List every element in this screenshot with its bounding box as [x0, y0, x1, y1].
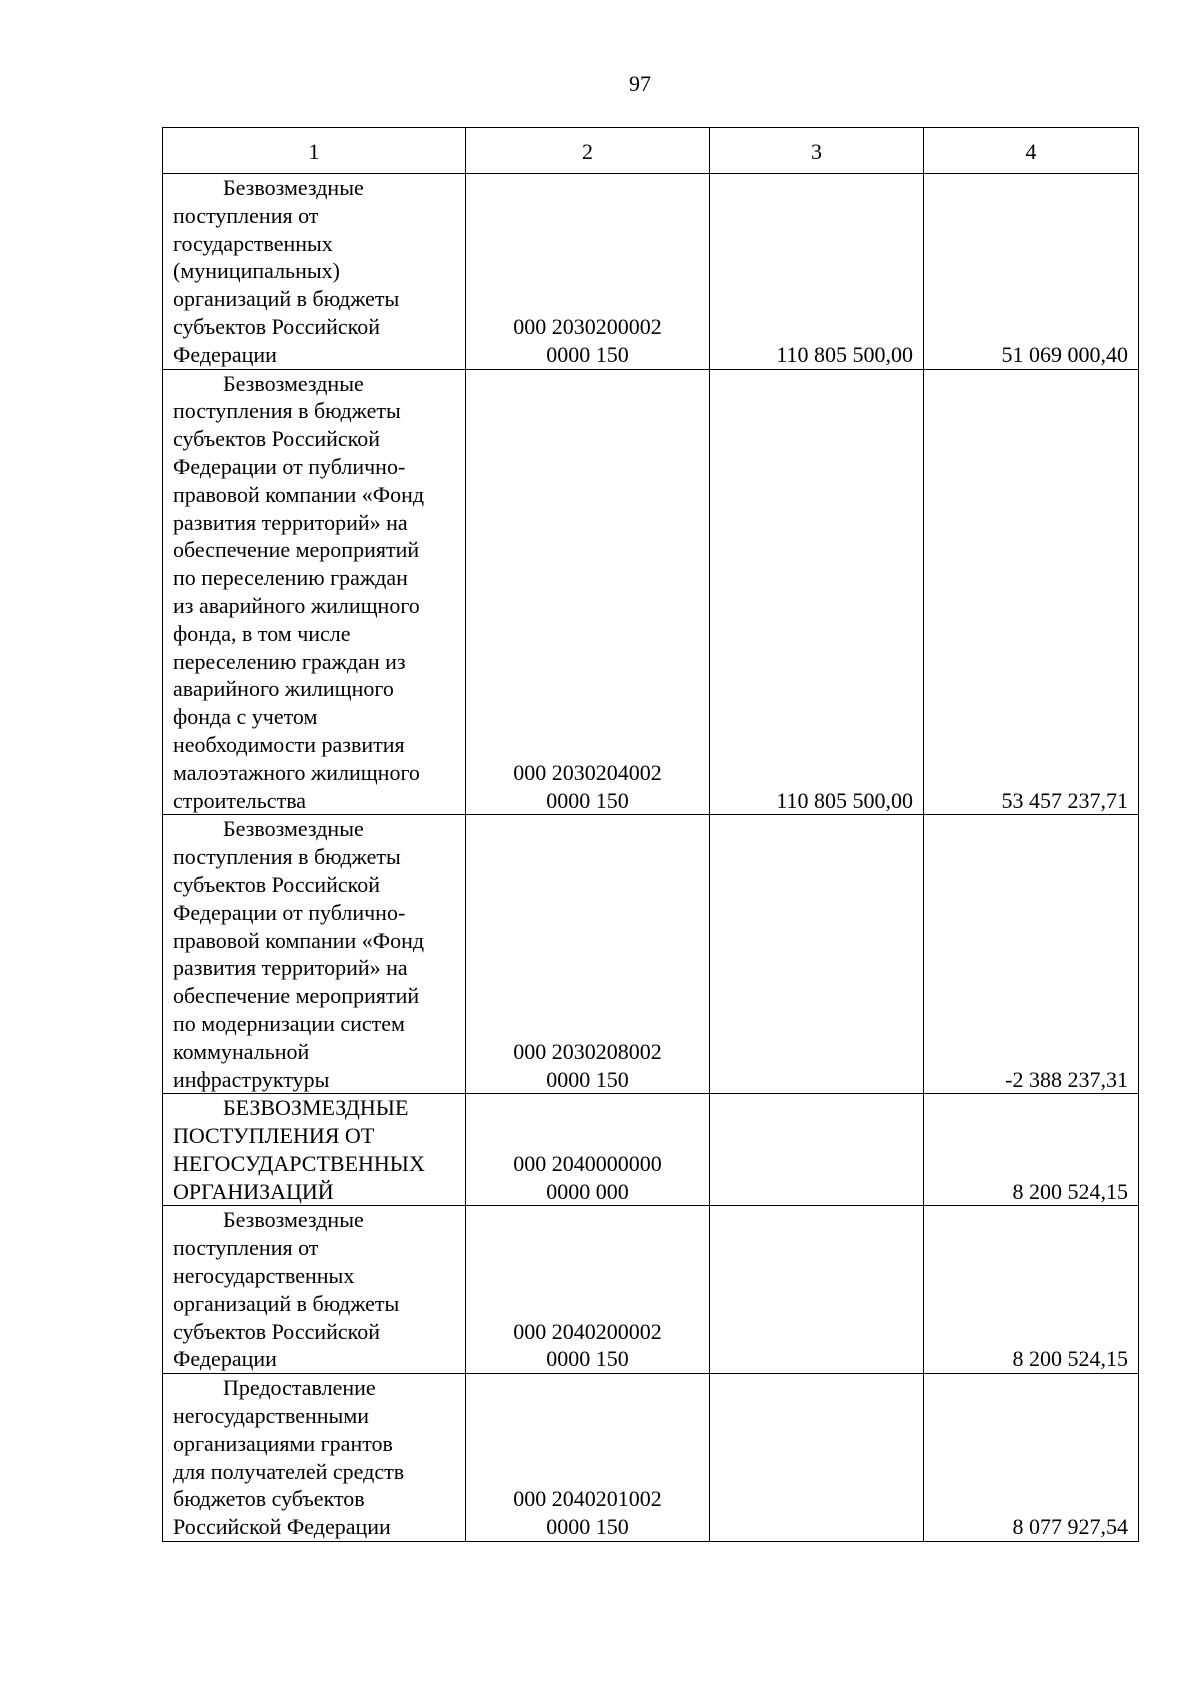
row-name-line: Федерации от публично-	[173, 899, 406, 925]
row-name-line: аварийного жилищного	[173, 676, 394, 702]
row-name-line: фонда с учетом	[173, 704, 318, 730]
row-name-line: ОРГАНИЗАЦИЙ	[173, 1178, 334, 1204]
row-name-line: фонда, в том числе	[173, 620, 351, 646]
row-name-line: Российской Федерации	[173, 1514, 391, 1540]
row-name-line: Федерации	[173, 1346, 277, 1372]
row-code-line: 0000 150	[546, 341, 629, 367]
row-name-line: субъектов Российской	[173, 1318, 381, 1344]
row-code-line: 000 2040000000	[513, 1150, 662, 1176]
row-code-line: 0000 150	[546, 1066, 629, 1092]
row-name-line: необходимости развития	[173, 731, 405, 757]
row-column3-value	[710, 1094, 924, 1206]
table-header-row	[163, 128, 1139, 174]
row-name-line: Предоставление	[223, 1375, 376, 1401]
row-name-line: поступления в бюджеты	[173, 398, 401, 424]
row-name-line: негосударственными	[173, 1403, 370, 1429]
table-row	[163, 1094, 1139, 1206]
row-name-cell	[163, 369, 466, 815]
row-code-line: 000 2040200002	[513, 1318, 662, 1344]
row-name-line: по переселению граждан	[173, 565, 408, 591]
column-header-3: 3	[710, 128, 924, 174]
row-code-line: 0000 000	[546, 1178, 629, 1204]
column-header-1: 1	[163, 128, 466, 174]
row-name-line: строительства	[173, 787, 307, 813]
row-name-cell	[163, 815, 466, 1094]
row-name-line: обеспечение мероприятий	[173, 537, 420, 563]
row-name-line: переселению граждан из	[173, 648, 406, 674]
row-name-line: (муниципальных)	[173, 258, 340, 284]
row-column4-value: 8 200 524,15	[924, 1094, 1139, 1206]
row-code-line: 000 2030204002	[513, 759, 662, 785]
row-name-cell	[163, 1374, 466, 1542]
row-column4-value: 53 457 237,71	[924, 369, 1139, 815]
column-header-4: 4	[924, 128, 1139, 174]
row-name-line: Федерации	[173, 341, 277, 367]
row-name-line: государственных	[173, 230, 333, 256]
row-name-line: субъектов Российской	[173, 426, 381, 452]
row-name-line: обеспечение мероприятий	[173, 983, 420, 1009]
row-code-cell	[466, 1374, 710, 1542]
row-code-cell	[466, 815, 710, 1094]
row-name-cell	[163, 1206, 466, 1374]
row-name-line: из аварийного жилищного	[173, 592, 420, 618]
row-name-line: малоэтажного жилищного	[173, 759, 420, 785]
row-name-line: поступления от	[173, 1235, 319, 1261]
row-code-line: 000 2030200002	[513, 313, 662, 339]
row-column3-value: 110 805 500,00	[710, 174, 924, 370]
row-column3-value	[710, 815, 924, 1094]
table-row	[163, 1374, 1139, 1542]
row-name-line: организаций в бюджеты	[173, 1290, 400, 1316]
row-name-line: Федерации от публично-	[173, 453, 406, 479]
row-name-line: НЕГОСУДАРСТВЕННЫХ	[173, 1150, 425, 1176]
row-name-line: коммунальной	[173, 1038, 310, 1064]
row-column3-value: 110 805 500,00	[710, 369, 924, 815]
row-column3-value	[710, 1206, 924, 1374]
row-name-cell	[163, 1094, 466, 1206]
row-name-line: Безвозмездные	[223, 175, 364, 200]
row-column3-value	[710, 1374, 924, 1542]
budget-table	[162, 127, 1139, 1542]
row-column4-value: 51 069 000,40	[924, 174, 1139, 370]
row-code-line: 000 2040201002	[513, 1486, 662, 1512]
row-code-line: 0000 150	[546, 1514, 629, 1540]
row-name-cell	[163, 174, 466, 370]
table-body	[163, 174, 1139, 1542]
row-name-line: инфраструктуры	[173, 1066, 330, 1092]
row-name-line: для получателей средств	[173, 1458, 405, 1484]
row-name-line: негосударственных	[173, 1263, 355, 1289]
row-column4-value: 8 077 927,54	[924, 1374, 1139, 1542]
page-number: 97	[629, 71, 651, 96]
row-name-line: по модернизации систем	[173, 1010, 405, 1036]
row-code-line: 0000 150	[546, 1346, 629, 1372]
row-column4-value: -2 388 237,31	[924, 815, 1139, 1094]
row-name-line: ПОСТУПЛЕНИЯ ОТ	[173, 1123, 375, 1149]
column-header-2: 2	[466, 128, 710, 174]
row-name-line: поступления в бюджеты	[173, 844, 401, 870]
row-name-line: субъектов Российской	[173, 871, 381, 897]
row-code-line: 000 2030208002	[513, 1038, 662, 1064]
row-name-line: БЕЗВОЗМЕЗДНЫЕ	[223, 1095, 409, 1121]
row-column4-value: 8 200 524,15	[924, 1206, 1139, 1374]
row-name-line: правовой компании «Фонд	[173, 927, 425, 953]
row-name-line: развития территорий» на	[173, 509, 408, 535]
row-name-line: поступления от	[173, 202, 319, 228]
row-name-line: Безвозмездные	[223, 1207, 364, 1233]
table-row	[163, 369, 1139, 815]
row-name-line: развития территорий» на	[173, 955, 408, 981]
table-row	[163, 1206, 1139, 1374]
row-name-line: субъектов Российской	[173, 313, 381, 339]
row-name-line: Безвозмездные	[223, 816, 364, 842]
table-row	[163, 815, 1139, 1094]
table-row	[163, 174, 1139, 370]
row-name-line: бюджетов субъектов	[173, 1486, 365, 1512]
row-code-cell	[466, 1094, 710, 1206]
row-code-cell	[466, 174, 710, 370]
row-code-cell	[466, 1206, 710, 1374]
row-name-line: организациями грантов	[173, 1430, 393, 1456]
row-name-line: Безвозмездные	[223, 370, 364, 396]
row-name-line: правовой компании «Фонд	[173, 481, 425, 507]
row-code-line: 0000 150	[546, 787, 629, 813]
row-name-line: организаций в бюджеты	[173, 286, 400, 312]
row-code-cell	[466, 369, 710, 815]
